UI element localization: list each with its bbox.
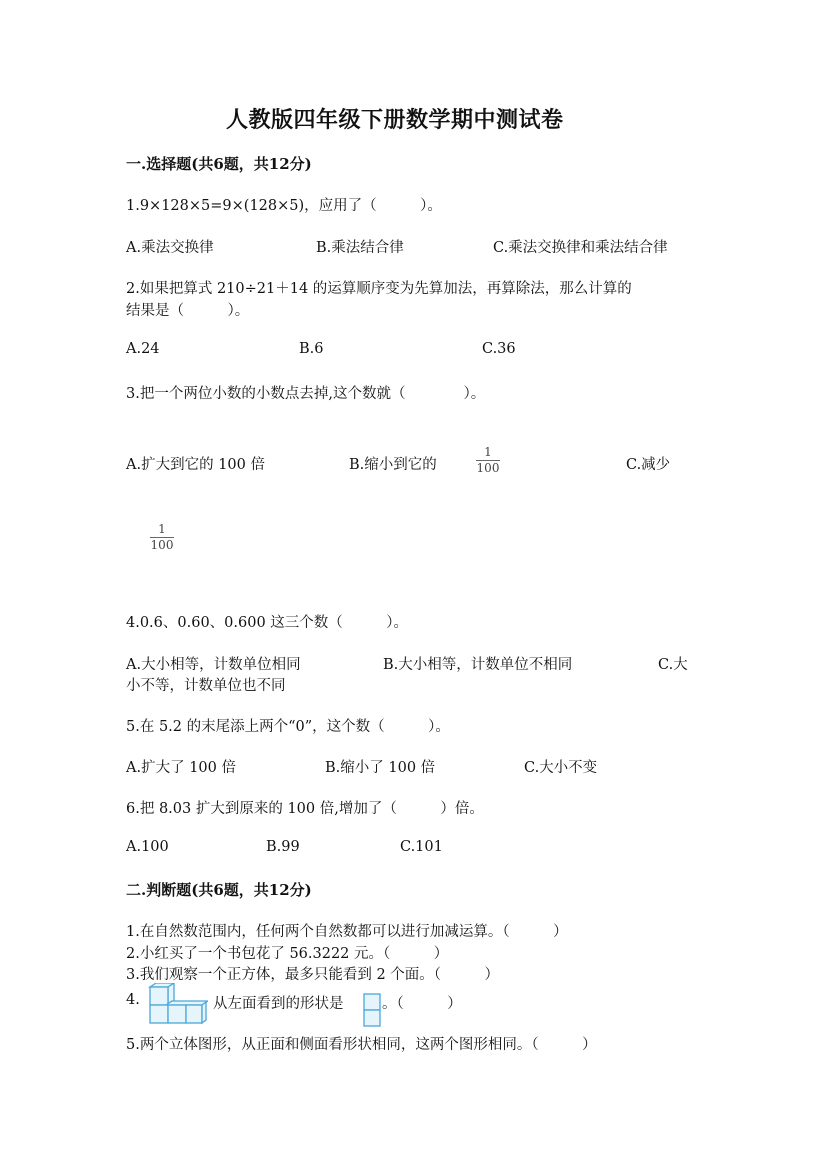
cube-stack-figure: [146, 983, 208, 1027]
q6-stem: 6.把 8.03 扩大到原来的 100 倍,增加了（ ）倍。: [126, 801, 484, 817]
section-heading-choice: 一.选择题(共6题，共12分): [126, 155, 312, 173]
q3-option-b: B.缩小到它的: [349, 457, 437, 473]
q6-option-b: B.99: [266, 839, 300, 855]
judge-q5: 5.两个立体图形，从正面和侧面看形状相同，这两个图形相同。（ ）: [126, 1037, 597, 1053]
q1-option-a: A.乘法交换律: [126, 240, 214, 256]
q4-option-b: B.大小相等，计数单位不相同: [383, 657, 573, 673]
fraction-denominator: 100: [476, 461, 500, 475]
q2-stem-line2: 结果是（ ）。: [126, 303, 250, 319]
q4-option-c-part1: C.大: [658, 657, 688, 673]
q3-option-a: A.扩大到它的 100 倍: [126, 457, 265, 473]
left-view-shape: [362, 992, 382, 1030]
judge-q4-text: 从左面看到的形状是: [213, 996, 344, 1012]
q2-option-c: C.36: [482, 341, 516, 357]
judge-q3: 3.我们观察一个正方体，最多只能看到 2 个面。（ ）: [126, 967, 500, 983]
q2-stem-line1: 2.如果把算式 210÷21＋14 的运算顺序变为先算加法，再算除法，那么计算的: [126, 281, 632, 297]
judge-q4-number: 4.: [126, 992, 140, 1008]
section-heading-judge: 二.判断题(共6题，共12分): [126, 881, 312, 899]
q3-option-b-fraction: [476, 446, 500, 475]
fraction-numerator: 1: [158, 522, 166, 536]
q6-option-a: A.100: [126, 839, 169, 855]
judge-q2: 2.小红买了一个书包花了 56.3222 元。（ ）: [126, 946, 449, 962]
q1-option-c: C.乘法交换律和乘法结合律: [493, 240, 668, 256]
judge-q4-tail: 。（ ）: [382, 996, 462, 1012]
fraction-numerator: 1: [484, 445, 492, 459]
q1-stem: 1.9×128×5=9×(128×5)，应用了（ ）。: [126, 198, 442, 214]
q3-option-c: C.减少: [626, 457, 671, 473]
q4-option-c-part2: 小不等，计数单位也不同: [126, 678, 286, 694]
q5-option-c: C.大小不变: [524, 760, 598, 776]
q2-option-a: A.24: [126, 341, 160, 357]
judge-q1: 1.在自然数范围内，任何两个自然数都可以进行加减运算。（ ）: [126, 924, 568, 940]
q4-stem: 4.0.6、0.60、0.600 这三个数（ ）。: [126, 615, 409, 631]
q6-option-c: C.101: [400, 839, 443, 855]
q4-option-a: A.大小相等，计数单位相同: [126, 657, 301, 673]
q1-option-b: B.乘法结合律: [316, 240, 404, 256]
fraction-denominator: 100: [150, 538, 174, 552]
q2-option-b: B.6: [299, 341, 324, 357]
q5-option-a: A.扩大了 100 倍: [126, 760, 236, 776]
q5-option-b: B.缩小了 100 倍: [325, 760, 436, 776]
q5-stem: 5.在 5.2 的末尾添上两个“0”，这个数（ ）。: [126, 719, 450, 735]
page-title: 人教版四年级下册数学期中测试卷: [226, 107, 564, 133]
q3-stem: 3.把一个两位小数的小数点去掉,这个数就（ ）。: [126, 386, 486, 402]
q3-option-c-fraction: [150, 523, 174, 552]
